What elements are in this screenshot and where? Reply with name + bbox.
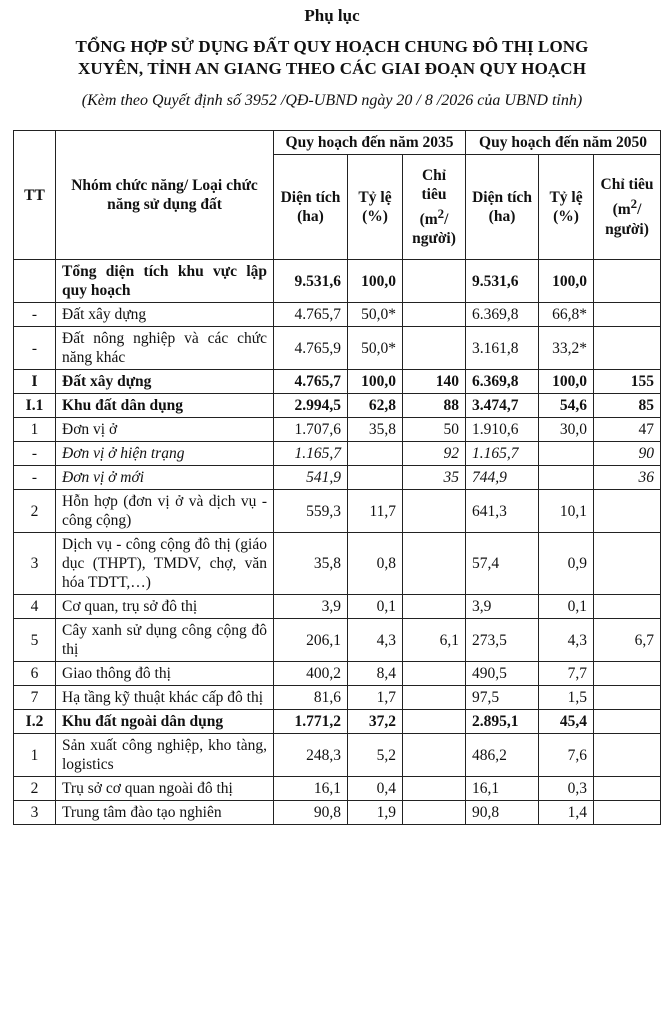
indicator-2035 [403,595,466,619]
table-row [14,394,661,418]
ratio-2035: 5,2 [348,734,403,777]
indicator-2050: 155 [594,370,661,394]
ratio-2050: 66,8* [539,303,594,327]
ratio-2035: 0,4 [348,777,403,801]
ratio-2050: 10,1 [539,490,594,533]
row-name: Cây xanh sử dụng công cộng đô thị [56,619,274,662]
row-name: Hỗn hợp (đơn vị ở và dịch vụ - công cộng) [56,490,274,533]
row-tt [14,260,56,303]
ratio-2050: 1,5 [539,686,594,710]
table-row [14,442,661,466]
area-2035: 81,6 [274,686,348,710]
row-name: Hạ tầng kỹ thuật khác cấp đô thị [56,686,274,710]
table-row [14,662,661,686]
header-indicator-2050: Chỉ tiêu ($m^2/$ người) [594,155,661,260]
indicator-2050 [594,777,661,801]
indicator-2035 [403,710,466,734]
ratio-2050: 7,6 [539,734,594,777]
ratio-2035: 0,1 [348,595,403,619]
area-2050: 16,1 [466,777,539,801]
row-name: Cơ quan, trụ sở đô thị [56,595,274,619]
row-tt: 5 [14,619,56,662]
header-row-1 [14,131,661,155]
indicator-2035 [403,686,466,710]
ratio-2050: 100,0 [539,260,594,303]
area-2035: 1.165,7 [274,442,348,466]
indicator-2050 [594,595,661,619]
ratio-2050: 100,0 [539,370,594,394]
row-tt: 2 [14,777,56,801]
area-2035: 1.771,2 [274,710,348,734]
title-line-1: TỔNG HỢP SỬ DỤNG ĐẤT QUY HOẠCH CHUNG ĐÔ THỊ LONG [75,37,589,56]
row-tt: 6 [14,662,56,686]
table-row [14,260,661,303]
row-tt: 7 [14,686,56,710]
area-2050: 6.369,8 [466,303,539,327]
header-group: Nhóm chức năng/ Loại chức năng sử dụng đất [56,131,274,260]
ratio-2035: 0,8 [348,533,403,595]
table-row [14,777,661,801]
area-2050: 3,9 [466,595,539,619]
indicator-2050 [594,260,661,303]
indicator-2050 [594,327,661,370]
indicator-2035: 92 [403,442,466,466]
area-2050: 490,5 [466,662,539,686]
area-2035: 3,9 [274,595,348,619]
table-row [14,370,661,394]
ratio-2050: 4,3 [539,619,594,662]
ratio-2035: 35,8 [348,418,403,442]
ratio-2050: 54,6 [539,394,594,418]
area-2050: 744,9 [466,466,539,490]
row-name: Trung tâm đào tạo nghiên [56,801,274,825]
row-tt: 1 [14,418,56,442]
ratio-2035: 50,0* [348,327,403,370]
area-2035: 35,8 [274,533,348,595]
area-2050: 3.474,7 [466,394,539,418]
row-name: Đơn vị ở mới [56,466,274,490]
area-2035: 248,3 [274,734,348,777]
row-tt: I.2 [14,710,56,734]
header-indicator-2035: Chỉ tiêu ($m^2/$ người) [403,155,466,260]
indicator-2035: 35 [403,466,466,490]
area-2050: 57,4 [466,533,539,595]
row-name: Sản xuất công nghiệp, kho tàng, logistics [56,734,274,777]
table-row [14,533,661,595]
row-name: Dịch vụ - công cộng đô thị (giáo dục (THPT), TMDV, chợ, văn hóa TDTT,…) [56,533,274,595]
document-title [0,36,664,80]
indicator-2035 [403,490,466,533]
header-period-2050: Quy hoạch đến năm 2050 [466,131,661,155]
row-name: Đơn vị ở [56,418,274,442]
table-row [14,327,661,370]
table-row [14,801,661,825]
row-tt: 3 [14,801,56,825]
ratio-2035: 100,0 [348,370,403,394]
area-2035: 9.531,6 [274,260,348,303]
table-row [14,710,661,734]
indicator-2050 [594,533,661,595]
row-tt: - [14,303,56,327]
area-2035: 2.994,5 [274,394,348,418]
indicator-2035 [403,662,466,686]
ratio-2050: 0,9 [539,533,594,595]
table-row [14,418,661,442]
area-2050: 9.531,6 [466,260,539,303]
table-row [14,686,661,710]
indicator-2035: 140 [403,370,466,394]
row-name: Tổng diện tích khu vực lập quy hoạch [56,260,274,303]
indicator-2035 [403,801,466,825]
ratio-2035: 1,9 [348,801,403,825]
indicator-2050: 47 [594,418,661,442]
indicator-2035: 50 [403,418,466,442]
indicator-2035 [403,533,466,595]
indicator-2035 [403,777,466,801]
indicator-2035 [403,734,466,777]
ratio-2050: 0,1 [539,595,594,619]
ratio-2035: 1,7 [348,686,403,710]
ratio-2035: 100,0 [348,260,403,303]
ratio-2050: 7,7 [539,662,594,686]
area-2050: 97,5 [466,686,539,710]
ratio-2050: 30,0 [539,418,594,442]
area-2035: 541,9 [274,466,348,490]
area-2035: 4.765,7 [274,370,348,394]
ratio-2050: 0,3 [539,777,594,801]
ratio-2050: 45,4 [539,710,594,734]
ratio-2035: 62,8 [348,394,403,418]
area-2050: 1.910,6 [466,418,539,442]
row-name: Đất xây dựng [56,303,274,327]
ratio-2035: 4,3 [348,619,403,662]
ratio-2035: 37,2 [348,710,403,734]
header-ratio-2035: Tỷ lệ (%) [348,155,403,260]
indicator-2050: 90 [594,442,661,466]
header-area-2050: Diện tích (ha) [466,155,539,260]
area-2050: 1.165,7 [466,442,539,466]
document-subtitle: (Kèm theo Quyết định số 3952 /QĐ-UBND ngày 20 / 8 /2026 của UBND tỉnh) [81,92,583,109]
ratio-2035 [348,442,403,466]
header-tt: TT [14,131,56,260]
area-2035: 90,8 [274,801,348,825]
ratio-2050 [539,466,594,490]
indicator-2050 [594,303,661,327]
indicator-2035: 6,1 [403,619,466,662]
indicator-2050 [594,662,661,686]
row-tt: 4 [14,595,56,619]
row-tt: I.1 [14,394,56,418]
area-2050: 486,2 [466,734,539,777]
row-name: Khu đất ngoài dân dụng [56,710,274,734]
area-2035: 206,1 [274,619,348,662]
row-tt: I [14,370,56,394]
indicator-2035 [403,303,466,327]
indicator-2035: 88 [403,394,466,418]
area-2050: 2.895,1 [466,710,539,734]
ratio-2050 [539,442,594,466]
indicator-2035 [403,260,466,303]
area-2035: 1.707,6 [274,418,348,442]
header-area-2035: Diện tích (ha) [274,155,348,260]
area-2050: 3.161,8 [466,327,539,370]
row-tt: - [14,327,56,370]
row-tt: 1 [14,734,56,777]
indicator-2050 [594,801,661,825]
table-row [14,734,661,777]
area-2035: 559,3 [274,490,348,533]
indicator-2050 [594,710,661,734]
ratio-2035: 11,7 [348,490,403,533]
appendix-label: Phụ lục [304,6,360,25]
row-tt: - [14,466,56,490]
title-line-2: XUYÊN, TỈNH AN GIANG THEO CÁC GIAI ĐOẠN QUY HOẠCH [77,59,587,78]
header-period-2035: Quy hoạch đến năm 2035 [274,131,466,155]
ratio-2050: 1,4 [539,801,594,825]
row-name: Đất nông nghiệp và các chức năng khác [56,327,274,370]
row-name: Đơn vị ở hiện trạng [56,442,274,466]
land-use-table [13,130,661,825]
indicator-2035 [403,327,466,370]
row-name: Khu đất dân dụng [56,394,274,418]
table-body [14,260,661,825]
row-name: Giao thông đô thị [56,662,274,686]
area-2050: 6.369,8 [466,370,539,394]
area-2050: 90,8 [466,801,539,825]
area-2035: 4.765,7 [274,303,348,327]
row-tt: 2 [14,490,56,533]
row-name: Trụ sở cơ quan ngoài đô thị [56,777,274,801]
table-row [14,303,661,327]
indicator-2050 [594,686,661,710]
indicator-2050 [594,490,661,533]
header-ratio-2050: Tỷ lệ (%) [539,155,594,260]
area-2050: 273,5 [466,619,539,662]
area-2035: 400,2 [274,662,348,686]
indicator-2050: 85 [594,394,661,418]
table-row [14,466,661,490]
area-2050: 641,3 [466,490,539,533]
ratio-2035 [348,466,403,490]
table-row [14,595,661,619]
table-row [14,490,661,533]
row-name: Đất xây dựng [56,370,274,394]
area-2035: 4.765,9 [274,327,348,370]
ratio-2035: 8,4 [348,662,403,686]
ratio-2050: 33,2* [539,327,594,370]
row-tt: - [14,442,56,466]
table-row [14,619,661,662]
indicator-2050: 6,7 [594,619,661,662]
row-tt: 3 [14,533,56,595]
area-2035: 16,1 [274,777,348,801]
indicator-2050 [594,734,661,777]
indicator-2050: 36 [594,466,661,490]
ratio-2035: 50,0* [348,303,403,327]
